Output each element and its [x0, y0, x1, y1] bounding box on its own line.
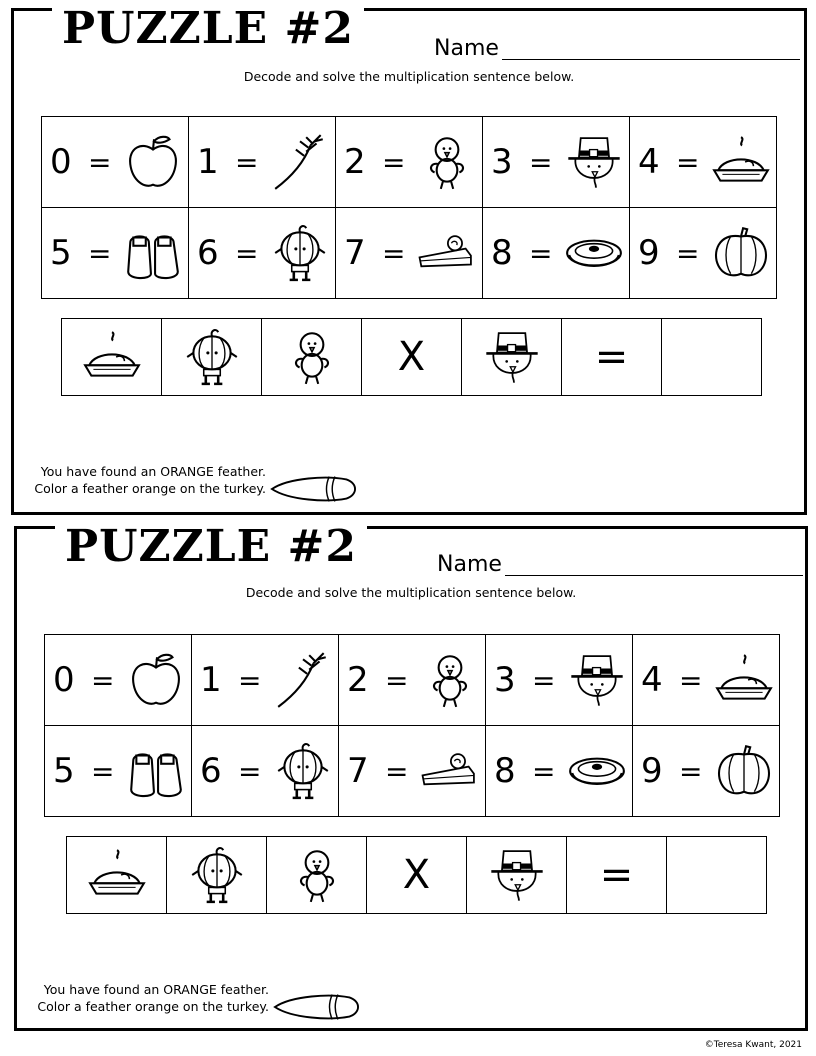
name-field[interactable] — [505, 575, 803, 576]
pumpkin-icon — [710, 222, 772, 284]
wheat-icon — [269, 131, 331, 193]
key-digit: 4 — [638, 142, 660, 182]
key-cell-4 — [633, 635, 780, 726]
pilgrim-shoes-icon — [125, 740, 187, 802]
name-label: Name — [437, 552, 502, 577]
sentence-cell — [67, 837, 167, 914]
feather-line-1: You have found an ORANGE feather. — [40, 464, 266, 479]
key-equals: = — [532, 754, 556, 788]
sentence-cell — [462, 319, 562, 396]
turkey-icon — [416, 131, 478, 193]
multiplication-sentence — [66, 836, 767, 914]
key-cell-6 — [189, 208, 336, 299]
key-cell-5 — [42, 208, 189, 299]
sentence-cell — [367, 837, 467, 914]
puzzle-sheet-bottom — [14, 521, 808, 1031]
key-cell-2 — [336, 117, 483, 208]
apple-icon — [125, 649, 187, 711]
key-equals: = — [238, 754, 262, 788]
sentence-cell — [567, 837, 667, 914]
puzzle-title: PUZZLE #2 — [55, 525, 367, 569]
key-equals: = — [88, 236, 112, 270]
puzzle-title: PUZZLE #2 — [52, 7, 364, 51]
feather-line-2: Color a feather orange on the turkey. — [37, 999, 269, 1014]
pilgrim-turkey-icon — [566, 649, 628, 711]
equals-symbol: = — [594, 334, 629, 380]
feather-message — [20, 463, 266, 497]
feather-line-1: You have found an ORANGE feather. — [43, 982, 269, 997]
key-digit: 4 — [641, 660, 663, 700]
wheat-icon — [272, 649, 334, 711]
pie-icon — [713, 649, 775, 711]
pie-icon — [710, 131, 772, 193]
key-cell-3 — [486, 635, 633, 726]
pilgrim-turkey-icon — [563, 131, 625, 193]
key-digit: 9 — [641, 751, 663, 791]
pilgrim-turkey-icon — [486, 844, 548, 906]
equals-symbol: = — [599, 852, 634, 898]
pumpkin-pie-icon — [563, 222, 625, 284]
feather-line-2: Color a feather orange on the turkey. — [34, 481, 266, 496]
key-digit: 1 — [197, 142, 219, 182]
name-label: Name — [434, 36, 499, 61]
key-digit: 8 — [494, 751, 516, 791]
key-digit: 2 — [347, 660, 369, 700]
pie-icon — [86, 844, 148, 906]
key-equals: = — [676, 236, 700, 270]
instructions: Decode and solve the multiplication sentence below. — [243, 69, 575, 84]
sentence-cell — [467, 837, 567, 914]
sentence-cell — [162, 319, 262, 396]
pumpkin-pie-icon — [566, 740, 628, 802]
key-cell-6 — [192, 726, 339, 817]
key-equals: = — [235, 145, 259, 179]
key-equals: = — [385, 754, 409, 788]
key-cell-0 — [42, 117, 189, 208]
pie-slice-icon — [419, 740, 481, 802]
key-equals: = — [676, 145, 700, 179]
sentence-cell — [267, 837, 367, 914]
key-equals: = — [382, 145, 406, 179]
key-digit: 5 — [50, 233, 72, 273]
feather-icon — [270, 473, 356, 505]
key-digit: 9 — [638, 233, 660, 273]
key-equals: = — [91, 663, 115, 697]
times-symbol: X — [402, 852, 431, 898]
key-cell-8 — [486, 726, 633, 817]
name-field[interactable] — [502, 59, 800, 60]
turkey-icon — [281, 326, 343, 388]
sentence-cell — [62, 319, 162, 396]
key-equals: = — [529, 145, 553, 179]
turkey-icon — [286, 844, 348, 906]
key-equals: = — [679, 663, 703, 697]
key-cell-1 — [192, 635, 339, 726]
key-digit: 3 — [491, 142, 513, 182]
key-digit: 6 — [200, 751, 222, 791]
key-digit: 0 — [53, 660, 75, 700]
pumpkin-character-icon — [272, 740, 334, 802]
multiplication-sentence — [61, 318, 762, 396]
key-equals: = — [88, 145, 112, 179]
key-cell-5 — [45, 726, 192, 817]
feather-message — [23, 981, 269, 1015]
instructions: Decode and solve the multiplication sentence below. — [245, 585, 577, 600]
key-equals: = — [385, 663, 409, 697]
key-digit: 7 — [347, 751, 369, 791]
pilgrim-turkey-icon — [481, 326, 543, 388]
sentence-cell — [262, 319, 362, 396]
feather-icon — [273, 991, 359, 1023]
apple-icon — [122, 131, 184, 193]
key-digit: 6 — [197, 233, 219, 273]
decode-key-table — [41, 116, 777, 299]
key-digit: 8 — [491, 233, 513, 273]
key-digit: 0 — [50, 142, 72, 182]
key-cell-7 — [336, 208, 483, 299]
key-cell-4 — [630, 117, 777, 208]
answer-box[interactable] — [662, 319, 762, 396]
pumpkin-character-icon — [186, 844, 248, 906]
key-equals: = — [382, 236, 406, 270]
key-cell-7 — [339, 726, 486, 817]
key-digit: 1 — [200, 660, 222, 700]
key-digit: 7 — [344, 233, 366, 273]
key-equals: = — [235, 236, 259, 270]
key-equals: = — [529, 236, 553, 270]
key-digit: 2 — [344, 142, 366, 182]
sentence-cell — [167, 837, 267, 914]
key-cell-3 — [483, 117, 630, 208]
key-equals: = — [679, 754, 703, 788]
decode-key-table — [44, 634, 780, 817]
key-equals: = — [238, 663, 262, 697]
turkey-icon — [419, 649, 481, 711]
pilgrim-shoes-icon — [122, 222, 184, 284]
pumpkin-character-icon — [181, 326, 243, 388]
copyright: ©Teresa Kwant, 2021 — [704, 1040, 802, 1050]
key-cell-0 — [45, 635, 192, 726]
key-cell-8 — [483, 208, 630, 299]
key-digit: 3 — [494, 660, 516, 700]
pumpkin-icon — [713, 740, 775, 802]
key-cell-9 — [630, 208, 777, 299]
key-cell-1 — [189, 117, 336, 208]
key-equals: = — [532, 663, 556, 697]
pumpkin-character-icon — [269, 222, 331, 284]
key-digit: 5 — [53, 751, 75, 791]
key-cell-2 — [339, 635, 486, 726]
key-equals: = — [91, 754, 115, 788]
sentence-cell — [562, 319, 662, 396]
times-symbol: X — [397, 334, 426, 380]
puzzle-sheet-top — [11, 3, 807, 515]
pie-slice-icon — [416, 222, 478, 284]
answer-box[interactable] — [667, 837, 767, 914]
pie-icon — [81, 326, 143, 388]
key-cell-9 — [633, 726, 780, 817]
sentence-cell — [362, 319, 462, 396]
